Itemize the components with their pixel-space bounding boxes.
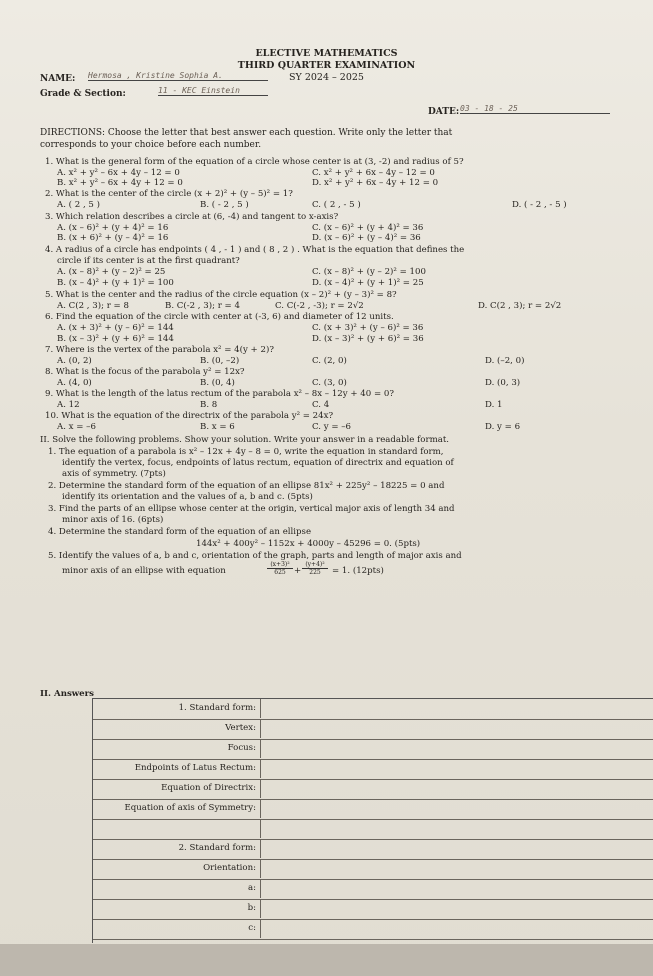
answer-label: a:: [93, 879, 261, 898]
answer-field-standard-form[interactable]: [261, 699, 653, 718]
grade-section-label: Grade & Section:: [40, 89, 126, 99]
date-label: DATE:: [428, 107, 460, 117]
problem-5-line-1: 5. Identify the values of a, b and c, orientation of the graph, parts and length of major axis and: [48, 551, 462, 561]
q8-choice-d: D. (0, 3): [485, 378, 521, 388]
q5-choice-b: B. C(-2 , 3); r = 4: [165, 301, 240, 311]
problem-5-line-2: minor axis of an ellipse with equation: [62, 566, 226, 576]
answer-label: 2. Standard form:: [93, 839, 261, 858]
question-9-stem: 9. What is the length of the latus rectum of the parabola x² – 8x – 12y + 40 = 0?: [45, 389, 394, 399]
answer-field-directrix[interactable]: [261, 779, 653, 798]
answer-field-b[interactable]: [261, 899, 653, 918]
ellipse-fraction-2: [302, 561, 328, 576]
q3-choice-a: A. (x – 6)² + (y + 4)² = 16: [57, 223, 169, 233]
school-year: SY 2024 – 2025: [289, 72, 364, 83]
answer-label: Orientation:: [93, 859, 261, 878]
question-1-stem: 1. What is the general form of the equation of a circle whose center is at (3, -2) and radius of 5?: [45, 157, 464, 167]
problem-2-line-2: identify its orientation and the values of a, b and c. (5pts): [62, 492, 313, 502]
q6-choice-c: C. (x + 3)² + (y – 6)² = 36: [312, 323, 424, 333]
fraction-2-denominator: 225: [302, 568, 328, 576]
q7-choice-d: D. (–2, 0): [485, 356, 525, 366]
answer-row-orientation: [93, 859, 653, 880]
q5-choice-a: A. C(2 , 3); r = 8: [57, 301, 129, 311]
part-2-title: II. Solve the following problems. Show your solution. Write your answer in a readable format.: [40, 435, 450, 445]
answer-field-ellipse-standard-form[interactable]: [261, 839, 653, 858]
answer-table: [92, 698, 653, 943]
answer-row-c: [93, 919, 653, 940]
answer-label: Equation of Directrix:: [93, 779, 261, 798]
ellipse-fraction-1: [267, 561, 293, 576]
q4-choice-b: B. (x – 4)² + (y + 1)² = 100: [57, 278, 174, 288]
answer-field-latus-rectum[interactable]: [261, 759, 653, 778]
q10-choice-d: D. y = 6: [485, 422, 521, 432]
q1-choice-b: B. x² + y² – 6x + 4y + 12 = 0: [57, 178, 183, 188]
problem-1-line-1: 1. The equation of a parabola is x² – 12x + 4y – 8 = 0, write the equation in standard form,: [48, 447, 444, 457]
q2-choice-c: C. ( 2 , - 5 ): [312, 200, 361, 210]
answer-label: Endpoints of Latus Rectum:: [93, 759, 261, 778]
q9-choice-c: C. 4: [312, 400, 330, 410]
fraction-2-numerator: (y+4)²: [305, 561, 325, 568]
q6-choice-a: A. (x + 3)² + (y – 6)² = 144: [57, 323, 174, 333]
question-2-stem: 2. What is the center of the circle (x + 2)² + (y – 5)² = 1?: [45, 189, 293, 199]
grade-section-value: 11 - KEC Einstein: [158, 86, 268, 96]
answer-field-a[interactable]: [261, 879, 653, 898]
q9-choice-b: B. 8: [200, 400, 218, 410]
q6-choice-d: D. (x – 3)² + (y + 6)² = 36: [312, 334, 424, 344]
q10-choice-c: C. y = –6: [312, 422, 352, 432]
q2-choice-a: A. ( 2 , 5 ): [57, 200, 100, 210]
q4-choice-d: D. (x – 4)² + (y + 1)² = 25: [312, 278, 424, 288]
answer-field-focus[interactable]: [261, 739, 653, 758]
problem-1-line-3: axis of symmetry. (7pts): [62, 469, 166, 479]
q9-choice-a: A. 12: [57, 400, 80, 410]
q9-choice-d: D. 1: [485, 400, 503, 410]
answer-row-latus-rectum: [93, 759, 653, 780]
problem-1-line-2: identify the vertex, focus, endpoints of latus rectum, equation of directrix and equation of: [62, 458, 454, 468]
q3-choice-c: C. (x – 6)² + (y + 4)² = 36: [312, 223, 424, 233]
answer-row-ellipse-standard-form: [93, 839, 653, 860]
answer-label: b:: [93, 899, 261, 918]
answer-field-orientation[interactable]: [261, 859, 653, 878]
problem-4-line-2: 144x² + 400y² – 1152x + 4000y – 45296 = 0. (5pts): [196, 539, 421, 549]
answer-row-vertex: [93, 719, 653, 740]
q8-choice-a: A. (4, 0): [57, 378, 92, 388]
q1-choice-a: A. x² + y² – 6x + 4y – 12 = 0: [57, 168, 180, 178]
answer-label: Vertex:: [93, 719, 261, 738]
q7-choice-b: B. (0, –2): [200, 356, 240, 366]
problem-4-line-1: 4. Determine the standard form of the equation of an ellipse: [48, 527, 312, 537]
problem-5-tail: = 1. (12pts): [332, 566, 384, 576]
answer-row-spacer: [93, 819, 653, 840]
name-label: NAME:: [40, 74, 76, 84]
exam-title: THIRD QUARTER EXAMINATION: [237, 60, 416, 71]
problem-3-line-1: 3. Find the parts of an ellipse whose center at the origin, vertical major axis of length 34 and: [48, 504, 455, 514]
q5-choice-c: C. C(-2 , -3); r = 2√2: [275, 301, 364, 311]
name-value: Hermosa , Kristine Sophia A.: [88, 71, 268, 81]
question-4-stem-line-1: 4. A radius of a circle has endpoints ( 4 , - 1 ) and ( 8 , 2 ) . What is the equation that defines the: [45, 245, 465, 255]
directions-line-2: corresponds to your choice before each number.: [40, 140, 262, 150]
directions-line-1: DIRECTIONS: Choose the letter that best answer each question. Write only the letter that: [40, 128, 453, 138]
q3-choice-b: B. (x + 6)² + (y – 4)² = 16: [57, 233, 169, 243]
q10-choice-a: A. x = –6: [57, 422, 96, 432]
question-5-stem: 5. What is the center and the radius of the circle equation (x – 2)² + (y – 3)² = 8?: [45, 290, 397, 300]
fraction-1-numerator: (x+3)²: [270, 561, 290, 568]
question-3-stem: 3. Which relation describes a circle at (6, -4) and tangent to x-axis?: [45, 212, 339, 222]
q7-choice-a: A. (0, 2): [57, 356, 92, 366]
q6-choice-b: B. (x – 3)² + (y + 6)² = 144: [57, 334, 174, 344]
subject-title: ELECTIVE MATHEMATICS: [255, 48, 398, 59]
answer-label: Focus:: [93, 739, 261, 758]
q3-choice-d: D. (x – 6)² + (y – 4)² = 36: [312, 233, 421, 243]
answer-row-standard-form: [93, 699, 653, 720]
answer-label: Equation of axis of Symmetry:: [93, 799, 261, 818]
answer-label: [93, 819, 261, 838]
q4-choice-a: A. (x – 8)² + (y – 2)² = 25: [57, 267, 166, 277]
answer-row-b: [93, 899, 653, 920]
answer-row-a: [93, 879, 653, 900]
q2-choice-d: D. ( - 2 , - 5 ): [512, 200, 567, 210]
answer-label: 1. Standard form:: [93, 699, 261, 718]
question-10-stem: 10. What is the equation of the directrix of the parabola y² = 24x?: [45, 411, 334, 421]
problem-2-line-1: 2. Determine the standard form of the equation of an ellipse 81x² + 225y² – 18225 = 0 and: [48, 481, 445, 491]
question-4-stem-line-2: circle if its center is at the first quadrant?: [57, 256, 240, 266]
q1-choice-c: C. x² + y² + 6x – 4y – 12 = 0: [312, 168, 435, 178]
q8-choice-c: C. (3, 0): [312, 378, 347, 388]
question-6-stem: 6. Find the equation of the circle with center at (-3, 6) and diameter of 12 units.: [45, 312, 394, 322]
answer-field-axis-of-symmetry[interactable]: [261, 799, 653, 818]
q8-choice-b: B. (0, 4): [200, 378, 235, 388]
problem-3-line-2: minor axis of 16. (6pts): [62, 515, 164, 525]
answer-field-spacer: [261, 819, 653, 838]
answer-row-axis-of-symmetry: [93, 799, 653, 820]
fraction-1-denominator: 625: [267, 568, 293, 576]
q4-choice-c: C. (x – 8)² + (y – 2)² = 100: [312, 267, 426, 277]
answer-field-vertex[interactable]: [261, 719, 653, 738]
answer-row-directrix: [93, 779, 653, 800]
q10-choice-b: B. x = 6: [200, 422, 235, 432]
question-7-stem: 7. Where is the vertex of the parabola x² = 4(y + 2)?: [45, 345, 274, 355]
q1-choice-d: D. x² + y² + 6x – 4y + 12 = 0: [312, 178, 439, 188]
answers-title: II. Answers: [40, 689, 95, 699]
desk-surface: [0, 944, 653, 976]
q2-choice-b: B. ( - 2 , 5 ): [200, 200, 249, 210]
plus-sign: +: [294, 566, 302, 576]
answer-row-focus: [93, 739, 653, 760]
date-value: 03 - 18 - 25: [460, 104, 610, 114]
question-8-stem: 8. What is the focus of the parabola y² = 12x?: [45, 367, 245, 377]
q7-choice-c: C. (2, 0): [312, 356, 347, 366]
answer-field-c[interactable]: [261, 919, 653, 938]
answer-label: c:: [93, 919, 261, 938]
q5-choice-d: D. C(2 , 3); r = 2√2: [478, 301, 562, 311]
